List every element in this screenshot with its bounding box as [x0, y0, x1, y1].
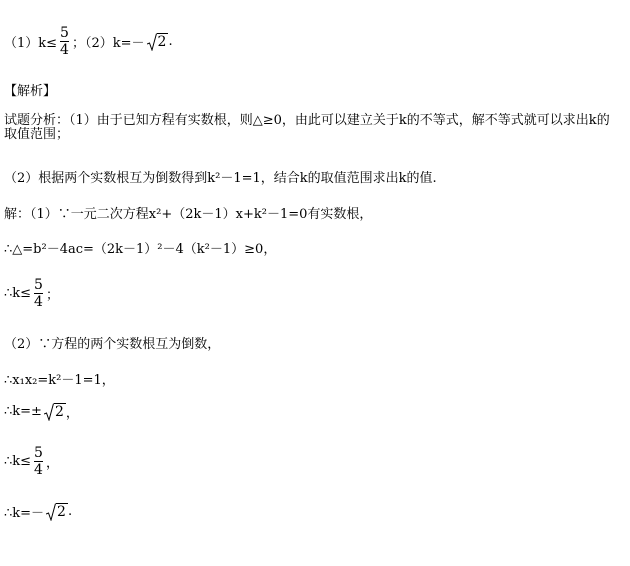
- radical-sign-icon: [46, 503, 56, 521]
- solution-line-3-suffix: ；: [45, 288, 59, 303]
- answer-end: .: [168, 34, 173, 49]
- solution-line-3-fraction: [33, 278, 44, 309]
- solution-line-4: [4, 333, 220, 352]
- fraction-denominator: 4: [60, 42, 69, 58]
- radical-sign-icon: [44, 403, 54, 421]
- fraction-denominator: 4: [34, 462, 43, 478]
- solution-line-2-text: ∴△=b²－4ac=（2k－1）²－4（k²－1）≥0，: [4, 242, 277, 257]
- answer-part2-label: ；（2）k=－: [71, 36, 145, 51]
- analysis-paragraph-2-text: （2）根据两个实数根互为倒数得到k²－1=1，结合k的取值范围求出k的值.: [4, 171, 437, 186]
- section-title: 【解析】: [4, 84, 57, 99]
- solution-line-7-prefix: ∴k≤: [4, 454, 32, 469]
- solution-line-8-prefix: ∴k=－: [4, 506, 45, 521]
- solution-line-5-text: ∴x₁x₂=k²－1=1，: [4, 373, 115, 388]
- answer-part1-label: （1）k≤: [4, 36, 58, 51]
- analysis-paragraph-1: 试题分析：（1）由于已知方程有实数根，则△≥0，由此可以建立关于k的不等式，解不等式就可以求出k的取值范围；: [4, 113, 610, 142]
- solution-line-8-sqrt: [46, 503, 68, 521]
- solution-line-6: [4, 402, 79, 421]
- solution-line-8-suffix: .: [67, 504, 73, 519]
- fraction-numerator: 5: [34, 277, 43, 293]
- solution-line-8: [4, 502, 72, 521]
- answer-line: [4, 26, 173, 57]
- radical-sign-icon: [147, 33, 157, 51]
- sqrt-radicand: 2: [157, 34, 167, 51]
- solution-line-7-suffix: ，: [45, 456, 59, 471]
- analysis-paragraph-2: [4, 167, 437, 186]
- solution-line-6-prefix: ∴k=±: [4, 404, 42, 419]
- solution-line-3-prefix: ∴k≤: [4, 286, 32, 301]
- fraction-denominator: 4: [34, 294, 43, 310]
- answer-fraction: [59, 26, 70, 57]
- solution-line-6-sqrt: [44, 403, 66, 421]
- solution-line-4-text: （2）∵方程的两个实数根互为倒数，: [4, 337, 221, 352]
- fraction-numerator: 5: [60, 25, 69, 41]
- solution-line-5: [4, 369, 115, 388]
- sqrt-radicand: 2: [57, 504, 66, 521]
- solution-line-7: [4, 446, 59, 477]
- fraction-numerator: 5: [34, 445, 43, 461]
- solution-line-3: [4, 278, 59, 309]
- sqrt-radicand: 2: [54, 404, 64, 421]
- solution-line-2: [4, 238, 276, 257]
- answer-sqrt: [147, 33, 169, 51]
- solution-line-1-text: 解：（1）∵一元二次方程x²+（2k－1）x+k²－1=0有实数根，: [4, 207, 373, 222]
- solution-line-1: [4, 203, 372, 222]
- solution-line-7-fraction: [33, 446, 44, 477]
- solution-line-6-suffix: ，: [65, 406, 79, 421]
